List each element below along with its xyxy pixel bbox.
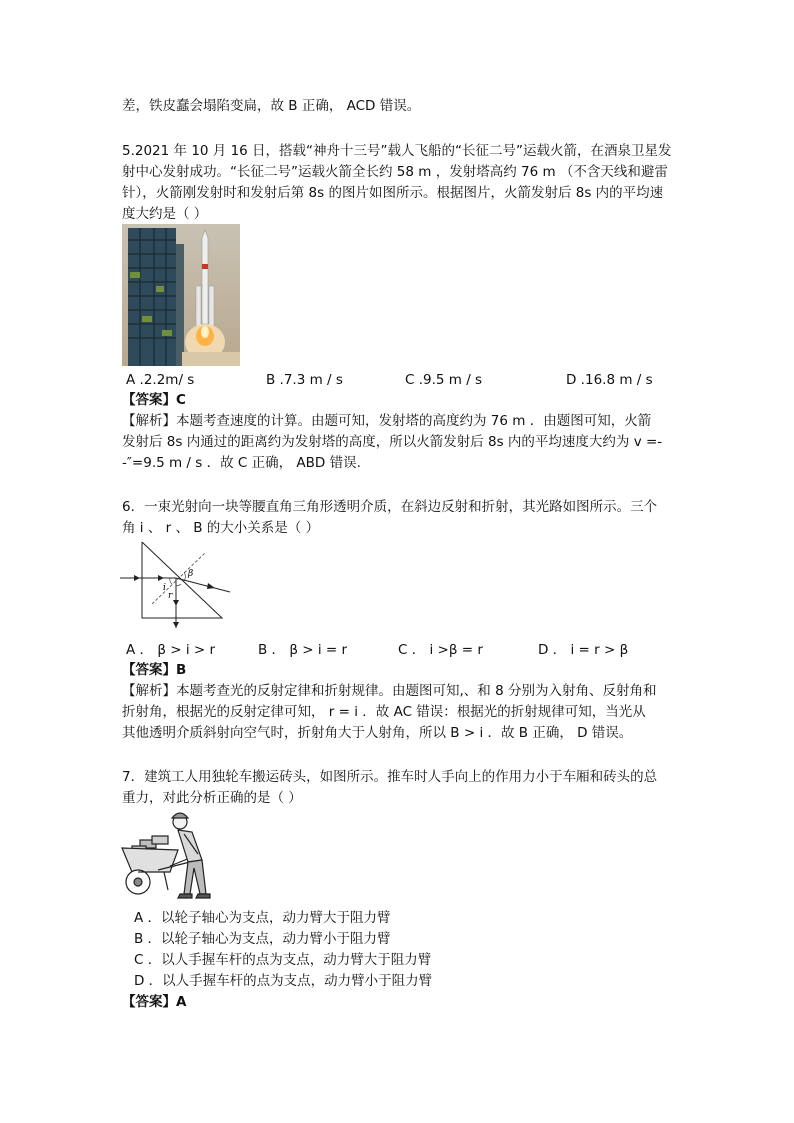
label-r: r — [168, 591, 173, 601]
q5-stem-line-4: 度大约是（ ） — [122, 206, 208, 222]
q6-option-a: A ． β > i > r — [126, 642, 216, 658]
label-beta: β — [188, 569, 194, 579]
wheelbarrow-worker-illustration — [118, 810, 218, 902]
q7-answer: 【答案】A — [122, 994, 187, 1010]
q5-stem-line-2: 射中心发射成功。“长征二号”运载火箭全长约 58 m ，发射塔高约 76 m （不含天线和避雷 — [122, 164, 668, 180]
q5-analysis-line-3: -″=9.5 m / s ．故 C 正确， ABD 错误. — [122, 455, 361, 471]
q5-stem-line-1: 5.2021 年 10 月 16 日，搭载“神舟十三号”载人飞船的“长征二号”运载火箭，在酒泉卫星发 — [122, 143, 672, 159]
q7-option-b: B ．以轮子轴心为支点，动力臂小于阻力臂 — [134, 931, 391, 947]
rocket-launch-photo — [122, 224, 240, 366]
q6-stem-line-1: 6．一束光射向一块等腰直角三角形透明介质，在斜边反射和折射，其光路如图所示。三个 — [122, 499, 658, 515]
q5-option-c: C .9.5 m / s — [405, 372, 483, 388]
q5-option-a: A .2.2m/ s — [126, 372, 195, 388]
q7-stem-line-1: 7．建筑工人用独轮车搬运砖头，如图所示。推车时人手向上的作用力小于车厢和砖头的总 — [122, 769, 658, 785]
prism-light-path-diagram — [118, 538, 234, 632]
q6-option-b: B ． β > i = r — [258, 642, 348, 658]
intro-text: 差，铁皮蠢会塌陷变扁，故 B 正确， ACD 错误。 — [122, 98, 421, 114]
label-i: i — [163, 583, 166, 593]
q5-option-b: B .7.3 m / s — [266, 372, 343, 388]
q6-answer: 【答案】B — [122, 662, 187, 678]
q5-answer: 【答案】C — [122, 392, 186, 408]
q7-option-c: C ．以人手握车杆的点为支点，动力臂大于阻力臂 — [134, 952, 432, 968]
q6-analysis-line-3: 其他透明介质斜射向空气时，折射角大于人射角，所以 B > i ．故 B 正确， D 错误。 — [122, 725, 633, 741]
q6-stem-line-2: 角 i 、 r 、 B 的大小关系是（ ） — [122, 520, 320, 536]
q7-option-d: D ．以人手握车杆的点为支点，动力臂小于阻力臂 — [134, 973, 433, 989]
q5-analysis-line-2: 发射后 8s 内通过的距离约为发射塔的高度，所以火箭发射后 8s 内的平均速度大约为 v =- — [122, 434, 663, 450]
q5-option-d: D .16.8 m / s — [566, 372, 653, 388]
q6-analysis-line-2: 折射角，根据光的反射定律可知， r = i ．故 AC 错误：根据光的折射规律可知，当光从 — [122, 704, 646, 720]
q6-analysis-line-1: 【解析】本题考查光的反射定律和折射规律。由题图可知,、和 8 分别为入射角、反射角和 — [122, 683, 657, 699]
q6-option-d: D ． i = r > β — [538, 642, 629, 658]
q5-stem-line-3: 针），火箭刚发射时和发射后第 8s 的图片如图所示。根据图片，火箭发射后 8s 内的平均速 — [122, 185, 664, 201]
q5-analysis-line-1: 【解析】本题考查速度的计算。由题可知，发射塔的高度约为 76 m ．由题图可知，火箭 — [122, 413, 652, 429]
q7-option-a: A ．以轮子轴心为支点，动力臂大于阻力臂 — [134, 910, 391, 926]
q6-option-c: C ． i >β = r — [398, 642, 483, 658]
q7-stem-line-2: 重力，对此分析正确的是（ ） — [122, 790, 302, 806]
